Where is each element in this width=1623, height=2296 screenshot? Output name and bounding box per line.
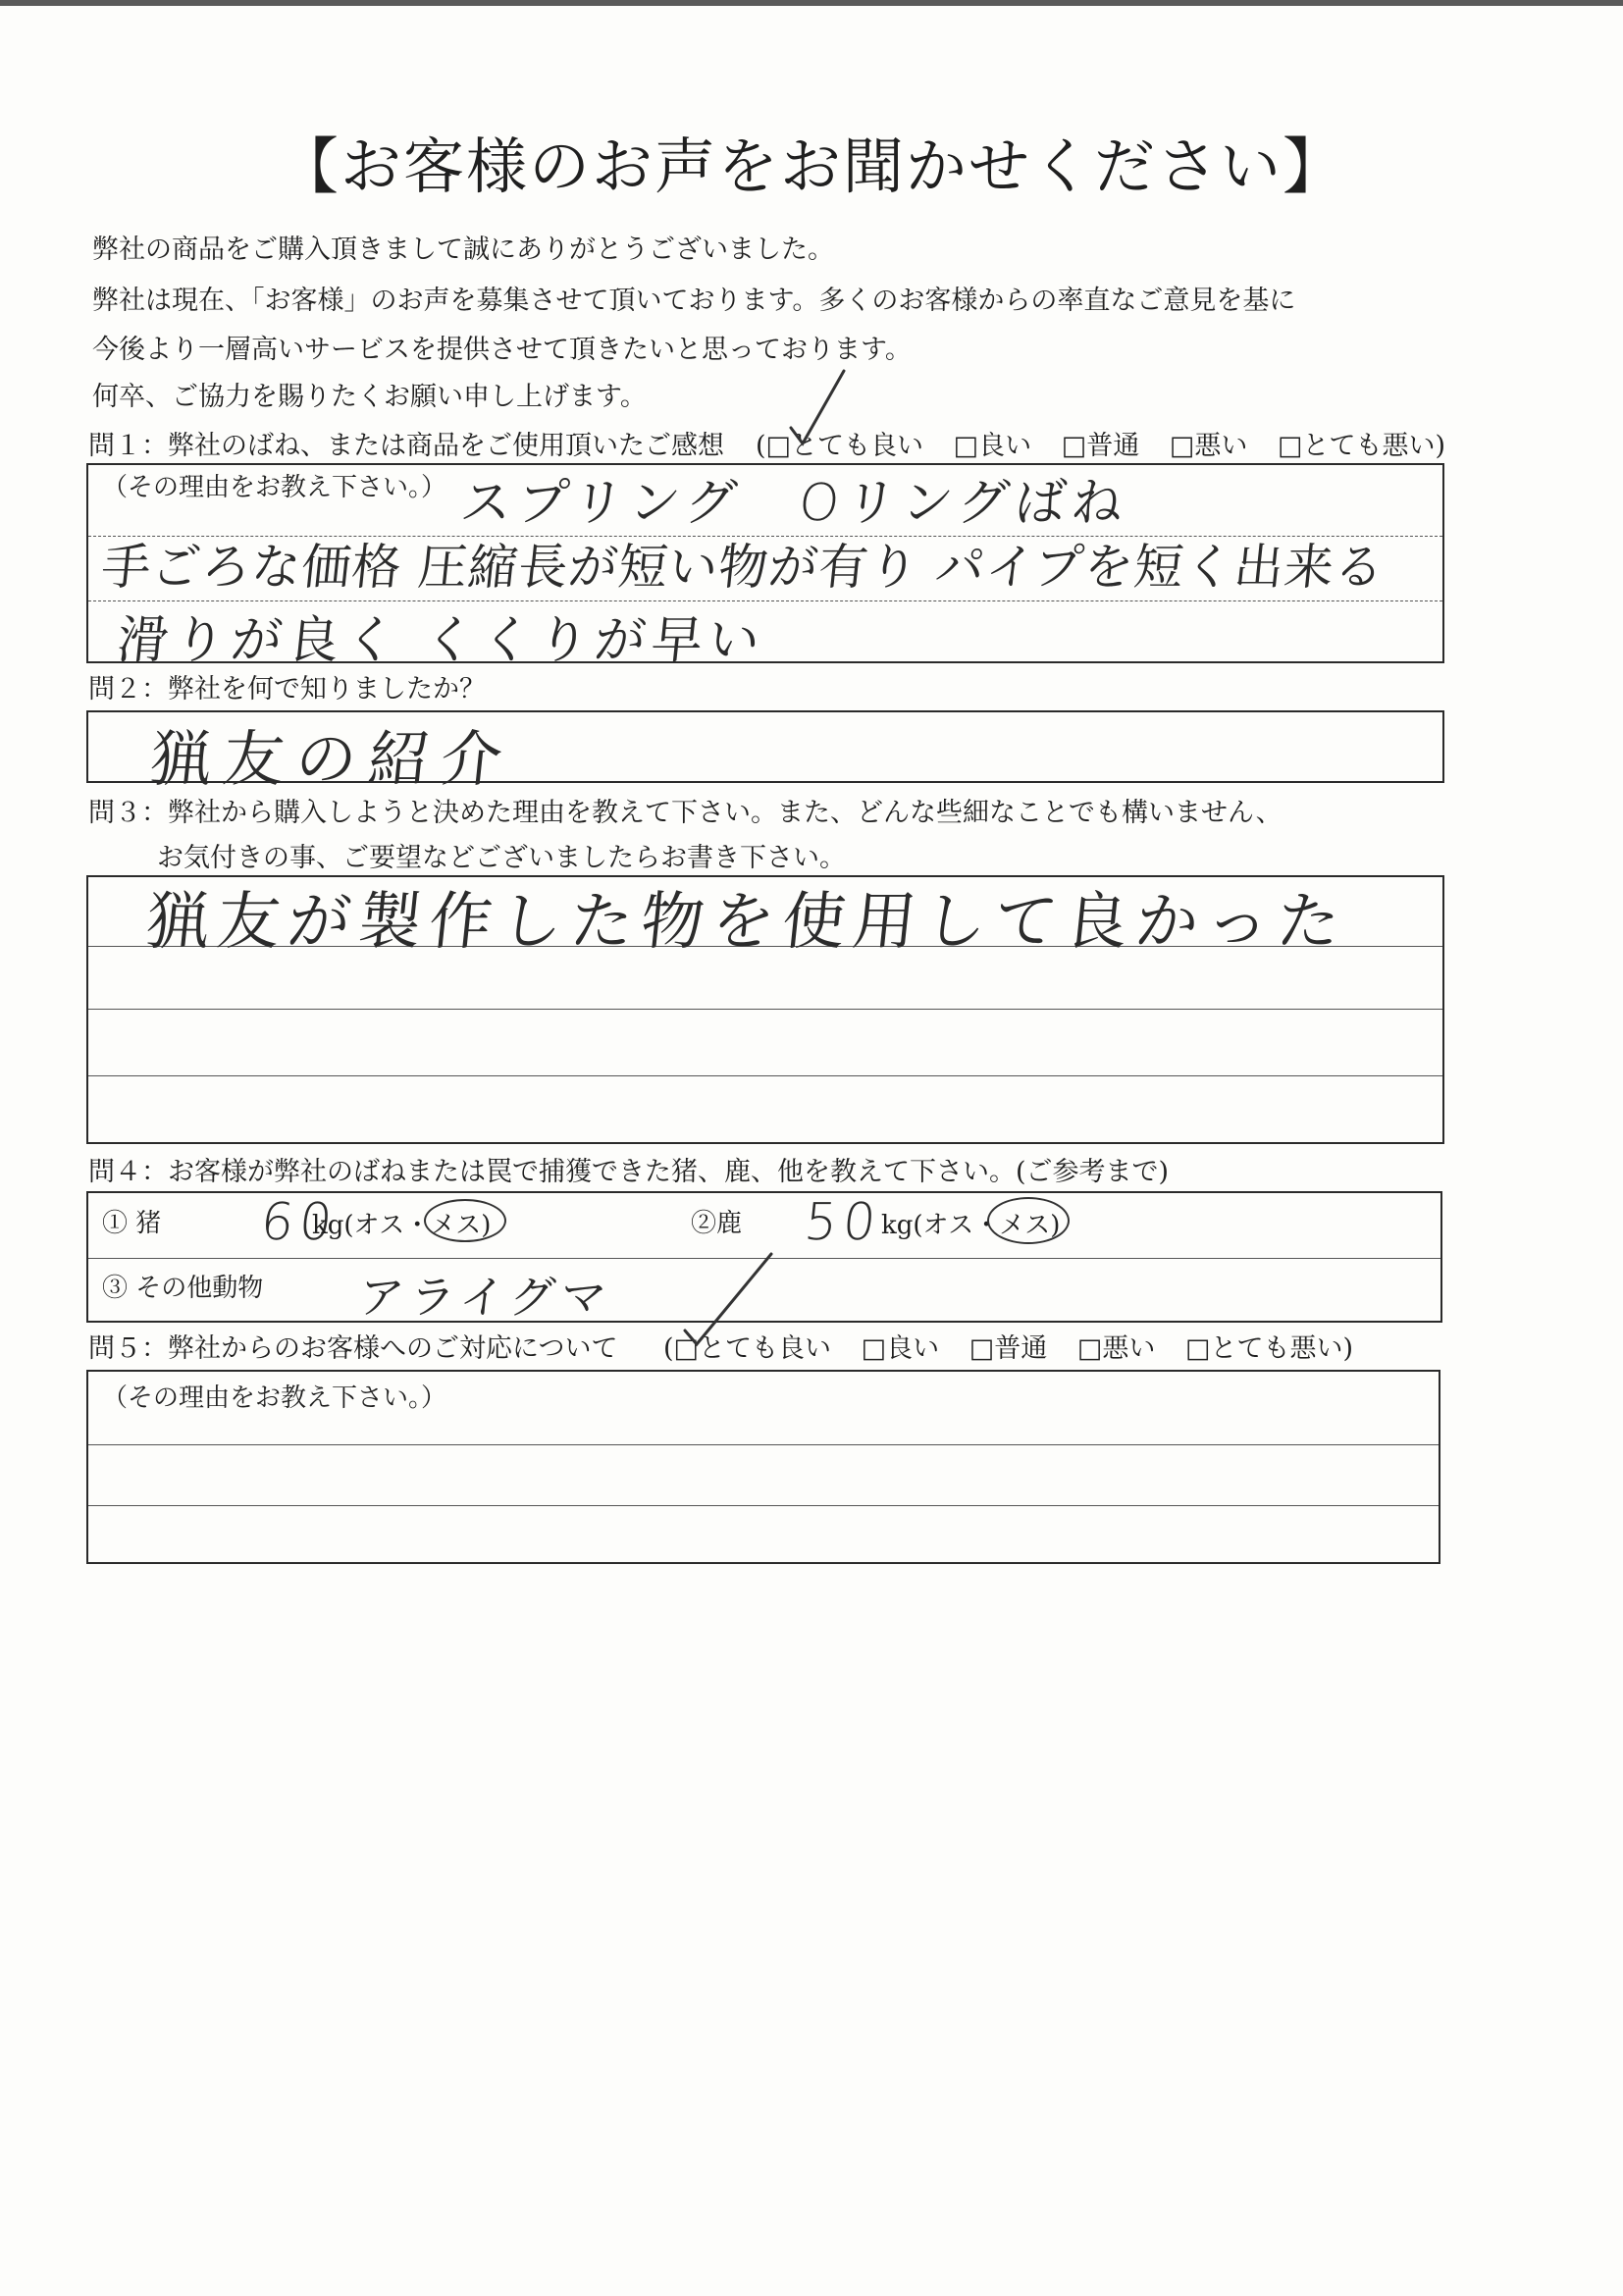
q4-question: 問４：お客様が弊社のばねまたは罠で捕獲できた猪、鹿、他を教えて下さい。(ご参考まで) xyxy=(88,1157,1170,1187)
q5-check-mark-icon xyxy=(685,1254,771,1344)
q4-boar-unit: kg(オス・メス) xyxy=(312,1211,492,1240)
q1-option-good[interactable]: □良い xyxy=(953,431,1032,461)
q4-deer-weight: 50 xyxy=(801,1193,885,1252)
q3-answer: 猟友が製作した物を使用して良かった xyxy=(142,886,1352,959)
q4-other-label: ③ その他動物 xyxy=(102,1274,264,1303)
q5-option-good[interactable]: □良い xyxy=(861,1333,940,1364)
intro-line-4: 何卒、ご協力を賜りたくお願い申し上げます。 xyxy=(92,382,647,412)
q1-option-bad[interactable]: □悪い xyxy=(1169,431,1248,461)
q1-reason-label: （その理由をお教え下さい。） xyxy=(102,473,447,502)
q1-option-normal[interactable]: □普通 xyxy=(1061,431,1140,461)
q5-reason-label: （その理由をお教え下さい。） xyxy=(102,1383,447,1413)
q1-answer-line-2: 手ごろな価格 圧縮長が短い物が有り パイプを短く出来る xyxy=(98,539,1387,596)
q3-question-cont: お気付きの事、ご要望などございましたらお書き下さい。 xyxy=(157,843,846,873)
q2-answer: 猟友の紹介 xyxy=(146,723,518,795)
q5-option-very-good[interactable]: (□とても良い xyxy=(663,1333,832,1364)
q2-question: 問２：弊社を何で知りましたか？ xyxy=(88,674,486,704)
q5-option-bad[interactable]: □悪い xyxy=(1076,1333,1156,1364)
q4-deer-label: ②鹿 xyxy=(691,1209,743,1238)
q4-boar-weight: 60 xyxy=(257,1193,341,1252)
q1-question: 問１：弊社のばね、または商品をご使用頂いたご感想 xyxy=(88,431,724,461)
q4-other-answer: アライグマ xyxy=(355,1271,615,1324)
intro-line-2: 弊社は現在、「お客様」のお声を募集させて頂いております。多くのお客様からの率直なご意見を基に xyxy=(92,286,1296,316)
q5-option-normal[interactable]: □普通 xyxy=(969,1333,1048,1364)
intro-line-3: 今後より一層高いサービスを提供させて頂きたいと思っております。 xyxy=(92,335,912,365)
q4-boar-label: ① 猪 xyxy=(102,1209,162,1238)
q1-check-mark-icon xyxy=(791,371,844,444)
q1-answer-line-3: 滑りが良く くくりが早い xyxy=(114,611,769,670)
q1-option-very-good[interactable]: (□とても良い xyxy=(756,431,924,461)
page-title: 【お客様のお声をお聞かせください】 xyxy=(277,130,1345,202)
q4-deer-unit: kg(オス・メス) xyxy=(881,1211,1061,1240)
q1-answer-line-1: スプリング Oリングばね xyxy=(457,474,1132,533)
intro-line-1: 弊社の商品をご購入頂きまして誠にありがとうございました。 xyxy=(92,235,834,265)
q1-option-very-bad[interactable]: □とても悪い) xyxy=(1277,431,1446,461)
q3-question: 問３：弊社から購入しようと決めた理由を教えて下さい。また、どんな些細なことでも構いません、 xyxy=(88,798,1283,828)
q5-question: 問５：弊社からのお客様へのご対応について xyxy=(88,1333,618,1364)
q5-option-very-bad[interactable]: □とても悪い) xyxy=(1184,1333,1354,1364)
